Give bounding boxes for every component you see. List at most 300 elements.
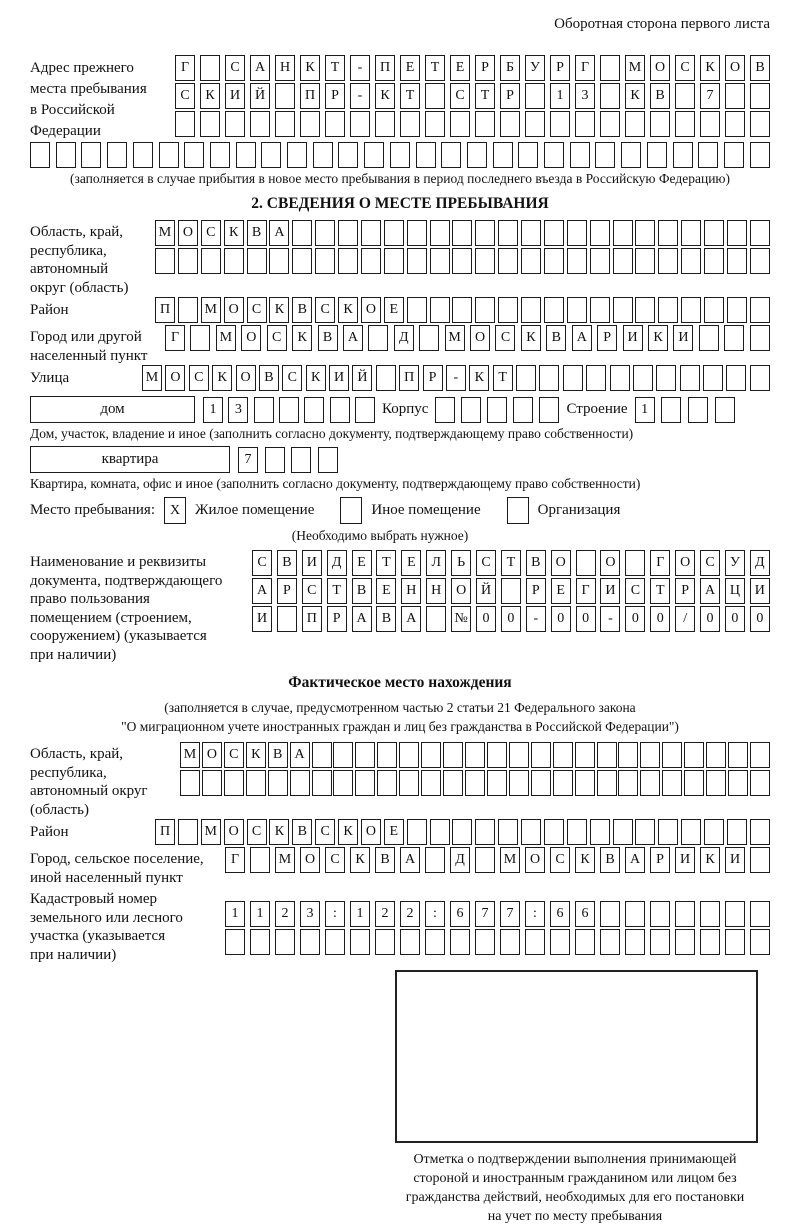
char-box[interactable]: К bbox=[521, 325, 541, 351]
char-box[interactable]: Й bbox=[352, 365, 372, 391]
char-box[interactable]: 7 bbox=[238, 447, 258, 473]
char-box[interactable] bbox=[254, 397, 274, 423]
char-box[interactable]: О bbox=[725, 55, 745, 81]
char-box[interactable] bbox=[726, 365, 746, 391]
char-box[interactable] bbox=[452, 248, 472, 274]
char-box[interactable]: - bbox=[446, 365, 466, 391]
char-box[interactable] bbox=[399, 742, 419, 768]
char-box[interactable] bbox=[202, 770, 222, 796]
char-box[interactable]: О bbox=[675, 550, 695, 576]
char-box[interactable] bbox=[750, 220, 770, 246]
char-box[interactable]: 0 bbox=[625, 606, 645, 632]
char-box[interactable] bbox=[465, 770, 485, 796]
char-box[interactable]: С bbox=[550, 847, 570, 873]
char-box[interactable] bbox=[361, 248, 381, 274]
char-box[interactable] bbox=[600, 55, 620, 81]
char-box[interactable]: : bbox=[425, 901, 445, 927]
stay-option-checkbox-other-premises[interactable] bbox=[340, 497, 362, 524]
char-box[interactable]: Т bbox=[475, 83, 495, 109]
char-box[interactable]: А bbox=[352, 606, 372, 632]
char-box[interactable]: А bbox=[250, 55, 270, 81]
char-box[interactable] bbox=[421, 742, 441, 768]
char-box[interactable]: Т bbox=[650, 578, 670, 604]
char-box[interactable] bbox=[618, 770, 638, 796]
char-box[interactable]: - bbox=[350, 83, 370, 109]
char-box[interactable]: Д bbox=[327, 550, 347, 576]
char-box[interactable] bbox=[300, 111, 320, 137]
char-box[interactable] bbox=[681, 220, 701, 246]
char-box[interactable]: Й bbox=[250, 83, 270, 109]
char-box[interactable] bbox=[265, 447, 285, 473]
char-box[interactable]: М bbox=[445, 325, 465, 351]
char-box[interactable] bbox=[725, 901, 745, 927]
char-box[interactable] bbox=[675, 901, 695, 927]
char-box[interactable] bbox=[368, 325, 388, 351]
char-box[interactable]: Р bbox=[327, 606, 347, 632]
char-box[interactable]: С bbox=[302, 578, 322, 604]
char-box[interactable] bbox=[544, 297, 564, 323]
char-box[interactable] bbox=[635, 248, 655, 274]
char-box[interactable]: С bbox=[247, 819, 267, 845]
char-box[interactable] bbox=[698, 142, 718, 168]
char-box[interactable] bbox=[625, 929, 645, 955]
char-box[interactable]: Й bbox=[476, 578, 496, 604]
char-box[interactable]: 2 bbox=[400, 901, 420, 927]
char-box[interactable] bbox=[452, 220, 472, 246]
char-box[interactable]: 0 bbox=[501, 606, 521, 632]
char-box[interactable] bbox=[658, 819, 678, 845]
char-box[interactable] bbox=[250, 111, 270, 137]
char-box[interactable]: 0 bbox=[576, 606, 596, 632]
char-box[interactable]: Е bbox=[384, 297, 404, 323]
char-box[interactable]: Т bbox=[425, 55, 445, 81]
char-box[interactable] bbox=[625, 111, 645, 137]
char-box[interactable] bbox=[675, 929, 695, 955]
char-box[interactable] bbox=[250, 929, 270, 955]
char-box[interactable] bbox=[443, 742, 463, 768]
char-box[interactable] bbox=[498, 248, 518, 274]
char-box[interactable] bbox=[681, 819, 701, 845]
char-box[interactable]: П bbox=[155, 819, 175, 845]
char-box[interactable]: Г bbox=[165, 325, 185, 351]
char-box[interactable] bbox=[521, 220, 541, 246]
char-box[interactable] bbox=[435, 397, 455, 423]
char-box[interactable]: В bbox=[259, 365, 279, 391]
char-box[interactable] bbox=[704, 297, 724, 323]
char-box[interactable] bbox=[384, 220, 404, 246]
char-box[interactable]: Т bbox=[327, 578, 347, 604]
char-box[interactable] bbox=[706, 770, 726, 796]
char-box[interactable] bbox=[613, 248, 633, 274]
char-box[interactable] bbox=[277, 606, 297, 632]
char-box[interactable]: М bbox=[216, 325, 236, 351]
char-box[interactable]: Д bbox=[450, 847, 470, 873]
char-box[interactable] bbox=[750, 819, 770, 845]
char-box[interactable]: И bbox=[750, 578, 770, 604]
char-box[interactable] bbox=[681, 248, 701, 274]
char-box[interactable] bbox=[610, 365, 630, 391]
char-box[interactable]: Л bbox=[426, 550, 446, 576]
char-box[interactable] bbox=[570, 142, 590, 168]
char-box[interactable]: С bbox=[315, 819, 335, 845]
char-box[interactable]: С bbox=[247, 297, 267, 323]
char-box[interactable]: С bbox=[224, 742, 244, 768]
char-box[interactable] bbox=[338, 248, 358, 274]
char-box[interactable]: К bbox=[224, 220, 244, 246]
char-box[interactable] bbox=[325, 929, 345, 955]
char-box[interactable] bbox=[658, 220, 678, 246]
char-box[interactable]: 7 bbox=[700, 83, 720, 109]
char-box[interactable]: 3 bbox=[575, 83, 595, 109]
char-box[interactable]: Г bbox=[575, 55, 595, 81]
char-box[interactable]: О bbox=[361, 819, 381, 845]
char-box[interactable]: О bbox=[236, 365, 256, 391]
char-box[interactable]: М bbox=[180, 742, 200, 768]
char-box[interactable]: И bbox=[600, 578, 620, 604]
char-box[interactable] bbox=[635, 220, 655, 246]
char-box[interactable]: С bbox=[252, 550, 272, 576]
char-box[interactable]: О bbox=[551, 550, 571, 576]
char-box[interactable] bbox=[567, 297, 587, 323]
char-box[interactable] bbox=[650, 929, 670, 955]
char-box[interactable]: В bbox=[292, 297, 312, 323]
char-box[interactable]: О bbox=[451, 578, 471, 604]
char-box[interactable]: 0 bbox=[725, 606, 745, 632]
char-box[interactable]: С bbox=[225, 55, 245, 81]
char-box[interactable] bbox=[553, 742, 573, 768]
char-box[interactable]: А bbox=[401, 606, 421, 632]
char-box[interactable]: Р bbox=[550, 55, 570, 81]
char-box[interactable] bbox=[658, 248, 678, 274]
char-box[interactable] bbox=[525, 111, 545, 137]
char-box[interactable]: О bbox=[600, 550, 620, 576]
char-box[interactable] bbox=[575, 929, 595, 955]
char-box[interactable]: 7 bbox=[475, 901, 495, 927]
char-box[interactable]: В bbox=[650, 83, 670, 109]
char-box[interactable]: А bbox=[700, 578, 720, 604]
char-box[interactable]: В bbox=[750, 55, 770, 81]
char-box[interactable]: Е bbox=[352, 550, 372, 576]
char-box[interactable]: Е bbox=[384, 819, 404, 845]
char-box[interactable]: Т bbox=[501, 550, 521, 576]
char-box[interactable] bbox=[621, 142, 641, 168]
char-box[interactable] bbox=[425, 83, 445, 109]
char-box[interactable] bbox=[724, 325, 744, 351]
char-box[interactable] bbox=[635, 819, 655, 845]
char-box[interactable] bbox=[600, 901, 620, 927]
char-box[interactable] bbox=[750, 847, 770, 873]
char-box[interactable] bbox=[700, 901, 720, 927]
char-box[interactable] bbox=[725, 83, 745, 109]
char-box[interactable]: В bbox=[268, 742, 288, 768]
char-box[interactable]: К bbox=[375, 83, 395, 109]
stay-option-checkbox-residential[interactable]: X bbox=[164, 497, 186, 524]
char-box[interactable]: Г bbox=[576, 578, 596, 604]
char-box[interactable] bbox=[210, 142, 230, 168]
char-box[interactable]: М bbox=[201, 819, 221, 845]
char-box[interactable]: К bbox=[269, 297, 289, 323]
char-box[interactable]: И bbox=[302, 550, 322, 576]
char-box[interactable] bbox=[375, 111, 395, 137]
char-box[interactable] bbox=[500, 929, 520, 955]
char-box[interactable]: К bbox=[575, 847, 595, 873]
char-box[interactable]: Р bbox=[526, 578, 546, 604]
char-box[interactable]: Н bbox=[275, 55, 295, 81]
char-box[interactable] bbox=[684, 742, 704, 768]
char-box[interactable] bbox=[425, 111, 445, 137]
char-box[interactable] bbox=[375, 929, 395, 955]
char-box[interactable]: 3 bbox=[300, 901, 320, 927]
char-box[interactable] bbox=[400, 111, 420, 137]
char-box[interactable]: Г bbox=[650, 550, 670, 576]
char-box[interactable]: П bbox=[375, 55, 395, 81]
char-box[interactable]: В bbox=[600, 847, 620, 873]
char-box[interactable] bbox=[291, 447, 311, 473]
char-box[interactable]: Г bbox=[175, 55, 195, 81]
char-box[interactable] bbox=[590, 248, 610, 274]
char-box[interactable]: О bbox=[165, 365, 185, 391]
char-box[interactable] bbox=[376, 365, 396, 391]
char-box[interactable]: С bbox=[625, 578, 645, 604]
char-box[interactable] bbox=[575, 742, 595, 768]
char-box[interactable] bbox=[333, 770, 353, 796]
char-box[interactable] bbox=[350, 929, 370, 955]
char-box[interactable]: Р bbox=[423, 365, 443, 391]
char-box[interactable] bbox=[268, 770, 288, 796]
char-box[interactable] bbox=[597, 742, 617, 768]
char-box[interactable]: Б bbox=[500, 55, 520, 81]
char-box[interactable]: А bbox=[625, 847, 645, 873]
char-box[interactable] bbox=[315, 248, 335, 274]
char-box[interactable]: 6 bbox=[575, 901, 595, 927]
char-box[interactable] bbox=[361, 220, 381, 246]
char-box[interactable]: С bbox=[476, 550, 496, 576]
char-box[interactable] bbox=[377, 742, 397, 768]
char-box[interactable] bbox=[500, 111, 520, 137]
char-box[interactable] bbox=[750, 142, 770, 168]
char-box[interactable]: С bbox=[675, 55, 695, 81]
char-box[interactable] bbox=[56, 142, 76, 168]
char-box[interactable] bbox=[724, 142, 744, 168]
char-box[interactable] bbox=[498, 220, 518, 246]
char-box[interactable]: 6 bbox=[450, 901, 470, 927]
char-box[interactable] bbox=[727, 297, 747, 323]
char-box[interactable] bbox=[275, 929, 295, 955]
char-box[interactable]: К bbox=[648, 325, 668, 351]
char-box[interactable] bbox=[452, 297, 472, 323]
char-box[interactable]: 1 bbox=[350, 901, 370, 927]
char-box[interactable]: С bbox=[450, 83, 470, 109]
char-box[interactable] bbox=[640, 770, 660, 796]
char-box[interactable]: М bbox=[142, 365, 162, 391]
char-box[interactable] bbox=[292, 220, 312, 246]
stay-option-checkbox-organization[interactable] bbox=[507, 497, 529, 524]
char-box[interactable] bbox=[680, 365, 700, 391]
char-box[interactable]: О bbox=[300, 847, 320, 873]
char-box[interactable] bbox=[544, 819, 564, 845]
char-box[interactable] bbox=[531, 770, 551, 796]
char-box[interactable] bbox=[750, 248, 770, 274]
char-box[interactable] bbox=[200, 55, 220, 81]
char-box[interactable] bbox=[618, 742, 638, 768]
char-box[interactable] bbox=[407, 248, 427, 274]
char-box[interactable] bbox=[407, 819, 427, 845]
char-box[interactable]: В bbox=[292, 819, 312, 845]
char-box[interactable] bbox=[225, 929, 245, 955]
char-box[interactable] bbox=[400, 929, 420, 955]
char-box[interactable] bbox=[133, 142, 153, 168]
char-box[interactable] bbox=[727, 819, 747, 845]
char-box[interactable]: С bbox=[175, 83, 195, 109]
char-box[interactable] bbox=[399, 770, 419, 796]
char-box[interactable] bbox=[190, 325, 210, 351]
char-box[interactable]: А bbox=[400, 847, 420, 873]
char-box[interactable]: 1 bbox=[225, 901, 245, 927]
char-box[interactable] bbox=[338, 220, 358, 246]
char-box[interactable]: М bbox=[201, 297, 221, 323]
char-box[interactable] bbox=[224, 770, 244, 796]
char-box[interactable] bbox=[501, 578, 521, 604]
char-box[interactable] bbox=[498, 819, 518, 845]
char-box[interactable] bbox=[292, 248, 312, 274]
char-box[interactable]: № bbox=[451, 606, 471, 632]
char-box[interactable] bbox=[673, 142, 693, 168]
char-box[interactable] bbox=[443, 770, 463, 796]
char-box[interactable]: О bbox=[470, 325, 490, 351]
char-box[interactable] bbox=[279, 397, 299, 423]
char-box[interactable] bbox=[419, 325, 439, 351]
char-box[interactable] bbox=[518, 142, 538, 168]
char-box[interactable] bbox=[521, 297, 541, 323]
char-box[interactable]: Р bbox=[675, 578, 695, 604]
char-box[interactable]: Д bbox=[394, 325, 414, 351]
char-box[interactable]: / bbox=[675, 606, 695, 632]
char-box[interactable]: Д bbox=[750, 550, 770, 576]
char-box[interactable] bbox=[715, 397, 735, 423]
char-box[interactable] bbox=[567, 220, 587, 246]
char-box[interactable]: К bbox=[625, 83, 645, 109]
char-box[interactable] bbox=[475, 297, 495, 323]
char-box[interactable]: К bbox=[246, 742, 266, 768]
char-box[interactable]: - bbox=[600, 606, 620, 632]
char-box[interactable]: С bbox=[495, 325, 515, 351]
char-box[interactable]: К bbox=[469, 365, 489, 391]
char-box[interactable]: К bbox=[200, 83, 220, 109]
char-box[interactable]: К bbox=[269, 819, 289, 845]
char-box[interactable]: Р bbox=[650, 847, 670, 873]
char-box[interactable]: 1 bbox=[635, 397, 655, 423]
char-box[interactable] bbox=[318, 447, 338, 473]
char-box[interactable] bbox=[750, 111, 770, 137]
char-box[interactable] bbox=[728, 742, 748, 768]
char-box[interactable] bbox=[430, 220, 450, 246]
char-box[interactable]: 0 bbox=[700, 606, 720, 632]
char-box[interactable] bbox=[330, 397, 350, 423]
char-box[interactable] bbox=[525, 929, 545, 955]
char-box[interactable] bbox=[461, 397, 481, 423]
char-box[interactable]: В bbox=[318, 325, 338, 351]
char-box[interactable] bbox=[304, 397, 324, 423]
char-box[interactable]: А bbox=[343, 325, 363, 351]
char-box[interactable] bbox=[613, 297, 633, 323]
char-box[interactable] bbox=[640, 742, 660, 768]
char-box[interactable]: : bbox=[525, 901, 545, 927]
char-box[interactable] bbox=[575, 770, 595, 796]
char-box[interactable]: В bbox=[376, 606, 396, 632]
char-box[interactable] bbox=[650, 111, 670, 137]
char-box[interactable]: П bbox=[300, 83, 320, 109]
char-box[interactable] bbox=[498, 297, 518, 323]
char-box[interactable] bbox=[625, 550, 645, 576]
char-box[interactable] bbox=[475, 819, 495, 845]
char-box[interactable]: Т bbox=[376, 550, 396, 576]
char-box[interactable] bbox=[590, 220, 610, 246]
char-box[interactable]: К bbox=[700, 847, 720, 873]
char-box[interactable]: 1 bbox=[203, 397, 223, 423]
char-box[interactable] bbox=[704, 248, 724, 274]
char-box[interactable] bbox=[236, 142, 256, 168]
char-box[interactable]: Н bbox=[426, 578, 446, 604]
char-box[interactable]: 0 bbox=[650, 606, 670, 632]
char-box[interactable]: М bbox=[625, 55, 645, 81]
char-box[interactable]: К bbox=[300, 55, 320, 81]
char-box[interactable]: К bbox=[700, 55, 720, 81]
char-box[interactable] bbox=[178, 297, 198, 323]
char-box[interactable] bbox=[576, 550, 596, 576]
char-box[interactable] bbox=[201, 248, 221, 274]
char-box[interactable] bbox=[656, 365, 676, 391]
char-box[interactable] bbox=[704, 220, 724, 246]
char-box[interactable] bbox=[550, 111, 570, 137]
char-box[interactable] bbox=[725, 929, 745, 955]
char-box[interactable]: И bbox=[623, 325, 643, 351]
char-box[interactable] bbox=[509, 770, 529, 796]
char-box[interactable] bbox=[364, 142, 384, 168]
char-box[interactable] bbox=[407, 220, 427, 246]
char-box[interactable] bbox=[750, 365, 770, 391]
char-box[interactable] bbox=[728, 770, 748, 796]
char-box[interactable] bbox=[426, 606, 446, 632]
char-box[interactable]: Т bbox=[400, 83, 420, 109]
char-box[interactable]: В bbox=[352, 578, 372, 604]
char-box[interactable]: 6 bbox=[550, 901, 570, 927]
char-box[interactable]: О bbox=[224, 297, 244, 323]
char-box[interactable] bbox=[750, 742, 770, 768]
char-box[interactable] bbox=[441, 142, 461, 168]
char-box[interactable] bbox=[531, 742, 551, 768]
char-box[interactable]: С bbox=[201, 220, 221, 246]
char-box[interactable] bbox=[421, 770, 441, 796]
char-box[interactable] bbox=[675, 83, 695, 109]
char-box[interactable]: М bbox=[500, 847, 520, 873]
char-box[interactable]: К bbox=[338, 819, 358, 845]
char-box[interactable] bbox=[430, 297, 450, 323]
char-box[interactable] bbox=[159, 142, 179, 168]
char-box[interactable]: А bbox=[252, 578, 272, 604]
char-box[interactable] bbox=[350, 111, 370, 137]
char-box[interactable] bbox=[681, 297, 701, 323]
char-box[interactable] bbox=[706, 742, 726, 768]
char-box[interactable]: У bbox=[525, 55, 545, 81]
char-box[interactable]: К bbox=[306, 365, 326, 391]
char-box[interactable]: Ь bbox=[451, 550, 471, 576]
char-box[interactable] bbox=[750, 297, 770, 323]
char-box[interactable] bbox=[662, 770, 682, 796]
char-box[interactable] bbox=[224, 248, 244, 274]
char-box[interactable] bbox=[575, 111, 595, 137]
char-box[interactable] bbox=[563, 365, 583, 391]
char-box[interactable] bbox=[590, 297, 610, 323]
